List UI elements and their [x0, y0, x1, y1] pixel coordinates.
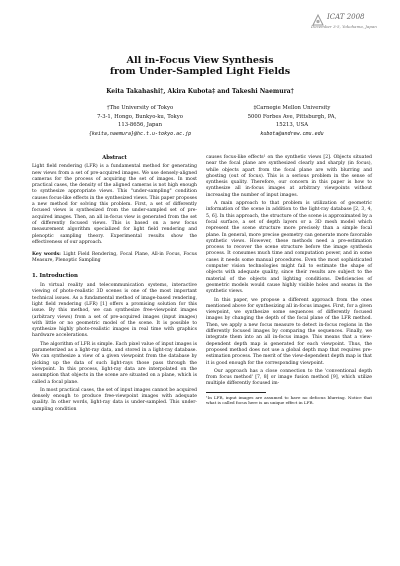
footnote: ¹In LFR, input images are assumed to have no defocus blurring. Notice that what is called focus here is an unique effect in LFR.: [206, 394, 372, 405]
email: kubota@andrew.cmu.edu: [260, 130, 324, 137]
affiliation-line: 7-3-1, Hongo, Bunkyo-ku, Tokyo: [97, 113, 183, 120]
affiliation-line: †The University of Tokyo: [106, 105, 174, 111]
affiliation-line: 5000 Forbes Ave, Pittsburgh, PA,: [247, 113, 337, 120]
right-column: [206, 155, 372, 407]
body-paragraph: In most practical cases, the set of input images cannot be acquired densely enough to produce free-viewpoint images with adequate quality. In other words, light-ray data is under-sampled. This under-sampling condition: [32, 387, 197, 412]
body-paragraph: In virtual reality and telecommunication systems, interactive viewing of photo-realistic 3D scenes is one of the most important technical issues. As a fundamental method of image-based rendering, light field rendering (LFR) [1] offers a promising solution for this issue. By this method, we can synthesize free-viewpoint images (arbitrary views) from a set of pre-acquired images (input images) with little or no geometric model of the scene. It is possible to synthesize highly photo-realistic images in real time with graphics hardware accelerations.: [32, 283, 197, 339]
affiliation-right: [232, 104, 352, 138]
section-heading: 1. Introduction: [32, 272, 78, 279]
keywords-label: Key words:: [32, 252, 61, 258]
paper-title-line-1: All in-Focus View Synthesis: [126, 55, 274, 66]
affiliation-line: ‡Carnegie Mellon University: [253, 105, 331, 111]
abstract-heading: Abstract: [102, 155, 127, 161]
footnote-rule: [206, 392, 266, 393]
keywords-text: Light Field Rendering, Focal Plane, All-in Focus, Focus Measure, Plenoptic Sampling: [32, 252, 198, 264]
affiliation-left: [80, 104, 200, 138]
logo-title: ICAT 2008: [327, 13, 365, 21]
logo-subtitle: December 3-5, Yokohama, Japan: [311, 24, 377, 29]
keywords: [32, 252, 197, 265]
conference-logo: [311, 13, 383, 35]
email: {keita,naemura}@hc.t.u-tokyo.ac.jp: [88, 130, 192, 137]
abstract-text: Light field rendering (LFR) is a fundamental method for generating new views from a set of pre-acquired images. We use densely-aligned cameras for the process of acquiring the set of images. In most practical cases, the density of the aligned cameras is not high enough to synthesize appropriate views. This "under-sampling" condition causes focus-like effects in the synthesized views. This paper proposes a new method for solving this problem. First, a set of differently focused views is synthesized from the under-sampled set of pre-acquired images. Then, an all in-focus view is generated from the set of differently focused views. This is based on a new focus measurement algorithm specialized for light field rendering and plenoptic sampling theory. Experimental results show the effectiveness of our approach.: [32, 164, 197, 245]
author-list: Keita Takahashi†, Akira Kubota‡ and Takeshi Naemura†: [106, 88, 294, 95]
body-paragraph: In this paper, we propose a different approach from the ones mentioned above for synthesizing all in-focus images. First, for a given viewpoint, we synthesize some sequences of differently focused images by changing the depth of the focal plane of the LFR method. Then, we apply a new focus measure to detect in-focus regions in the differently focused images by comparing the sequences. Finally, we integrate them into an all in-focus image. This means that a view-dependent depth map is generated for each viewpoint. Thus, the proposed method does not use a global depth map that requires pre-estimation process. The merit of the view-dependent depth map is that it is good enough for the corresponding viewpoint.: [206, 297, 372, 366]
body-paragraph: The algorithm of LFR is simple. Each pixel value of input images is parameterized as a light-ray data, and stored in a light-ray database. We can synthesize a view of a given viewpoint from the database by picking up the data of such light-rays those pass through the viewpoint. In this process, light-ray data are interpolated on the assumption that objects in the scene are situated on a plane, which is called a focal plane.: [32, 341, 197, 385]
paper-title-line-2: from Under-Sampled Light Fields: [109, 66, 291, 77]
body-paragraph: A main approach to that problem is utilization of geometric information of the scene in addition to the light-ray database [2, 3, 4, 5, 6]. In this approach, the structure of the scene is approximated by a focal surface, a set of depth layers or a 3D mesh model which represent the scene structure more precisely than a simple focal plane. In general, more precise geometry can generate more favorable synthetic views. However, these methods need a pre-estimation process to recover the scene structure before the image synthesis process. It consumes much time and computation power, and in some cases it needs some manual procedures. Even the most sophisticated computer vision technologies might fail to estimate the shape of objects with adequate quality, since their results are subject to the material of the objects and lighting conditions. Deficiencies of geometric models would cause highly visible holes and seams in the synthetic views.: [206, 201, 372, 295]
affiliation-line: 15213, USA: [275, 122, 309, 128]
left-column: [32, 155, 197, 415]
body-paragraph: causes focus-like effects¹ on the synthetic views [2]. Objects situated near the focal plane are synthesized clearly and sharply (in focus), while objects apart from the focal plane are with blurring and ghosting (out of focus). This is a serious problem in the sense of synthesis quality. Therefore, our concern in this paper is how to synthesize all in-focus images at arbitrary viewpoints without increasing the number of input images.: [206, 155, 372, 198]
affiliation-line: 113-8656, Japan: [118, 122, 162, 128]
body-paragraph: Our approach has a close connection to the 'conventional depth from focus method' [7, 8] or image fusion method [9], which utilize multiple differently focused im-: [206, 368, 372, 387]
